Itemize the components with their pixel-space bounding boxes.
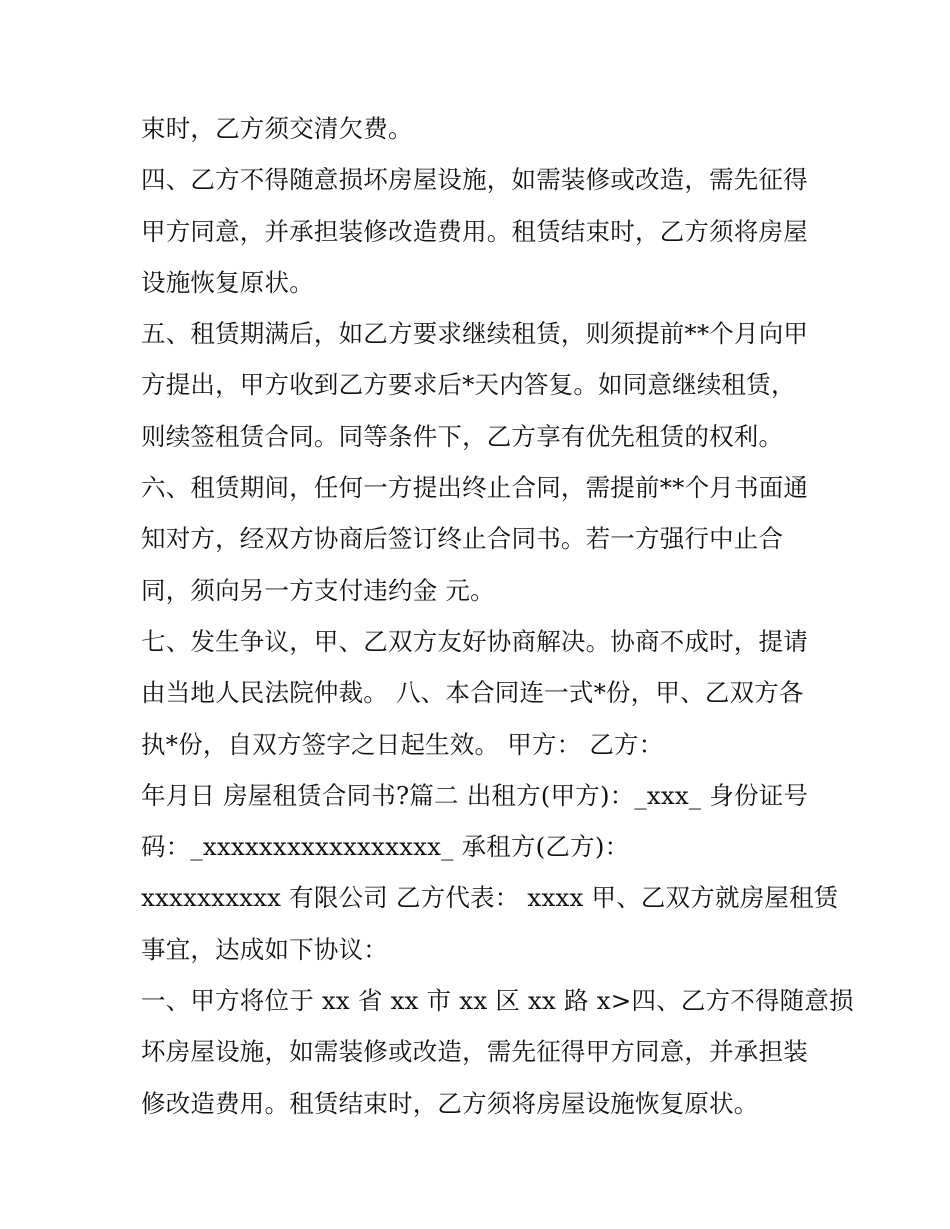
text-line: 修改造费用。租赁结束时，乙方须将房屋设施恢复原状。 bbox=[141, 1088, 759, 1118]
text-line: 年月日 房屋租赁合同书?篇二 出租方(甲方)：_xxx_ 身份证号 bbox=[141, 780, 809, 810]
text-line: 甲方同意，并承担装修改造费用。租赁结束时，乙方须将房屋 bbox=[141, 216, 808, 246]
text-line: 事宜，达成如下协议： bbox=[141, 934, 388, 964]
text-line: 码：_xxxxxxxxxxxxxxxxx_ 承租方(乙方)： bbox=[141, 832, 630, 862]
text-line: 执*份，自双方签字之日起生效。 甲方： 乙方： bbox=[141, 729, 664, 759]
text-line: 束时，乙方须交清欠费。 bbox=[141, 114, 413, 143]
text-line: 同，须向另一方支付违约金 元。 bbox=[141, 575, 495, 605]
text-line: 六、租赁期间，任何一方提出终止合同，需提前**个月书面通 bbox=[141, 473, 809, 503]
document-body bbox=[141, 103, 854, 1129]
text-line: 坏房屋设施，如需装修或改造，需先征得甲方同意，并承担装 bbox=[141, 1037, 808, 1067]
text-line: 四、乙方不得随意损坏房屋设施，如需装修或改造，需先征得 bbox=[141, 165, 808, 195]
text-line: 由当地人民法院仲裁。 八、本合同连一式*份，甲、乙双方各 bbox=[141, 678, 804, 708]
text-line: 七、发生争议，甲、乙双方友好协商解决。协商不成时，提请 bbox=[141, 626, 808, 656]
text-line: 一、甲方将位于 xx 省 xx 市 xx 区 xx 路 x>四、乙方不得随意损 bbox=[141, 986, 854, 1016]
text-line: 知对方，经双方协商后签订终止合同书。若一方强行中止合 bbox=[141, 524, 784, 554]
text-line: 方提出，甲方收到乙方要求后*天内答复。如同意继续租赁， bbox=[141, 370, 796, 400]
text-line: xxxxxxxxxx 有限公司 乙方代表： xxxx 甲、乙双方就房屋租赁 bbox=[141, 883, 839, 913]
text-line: 五、租赁期满后，如乙方要求继续租赁，则须提前**个月向甲 bbox=[141, 319, 809, 349]
text-line: 设施恢复原状。 bbox=[141, 267, 314, 297]
text-line: 则续签租赁合同。同等条件下，乙方享有优先租赁的权利。 bbox=[141, 421, 784, 451]
